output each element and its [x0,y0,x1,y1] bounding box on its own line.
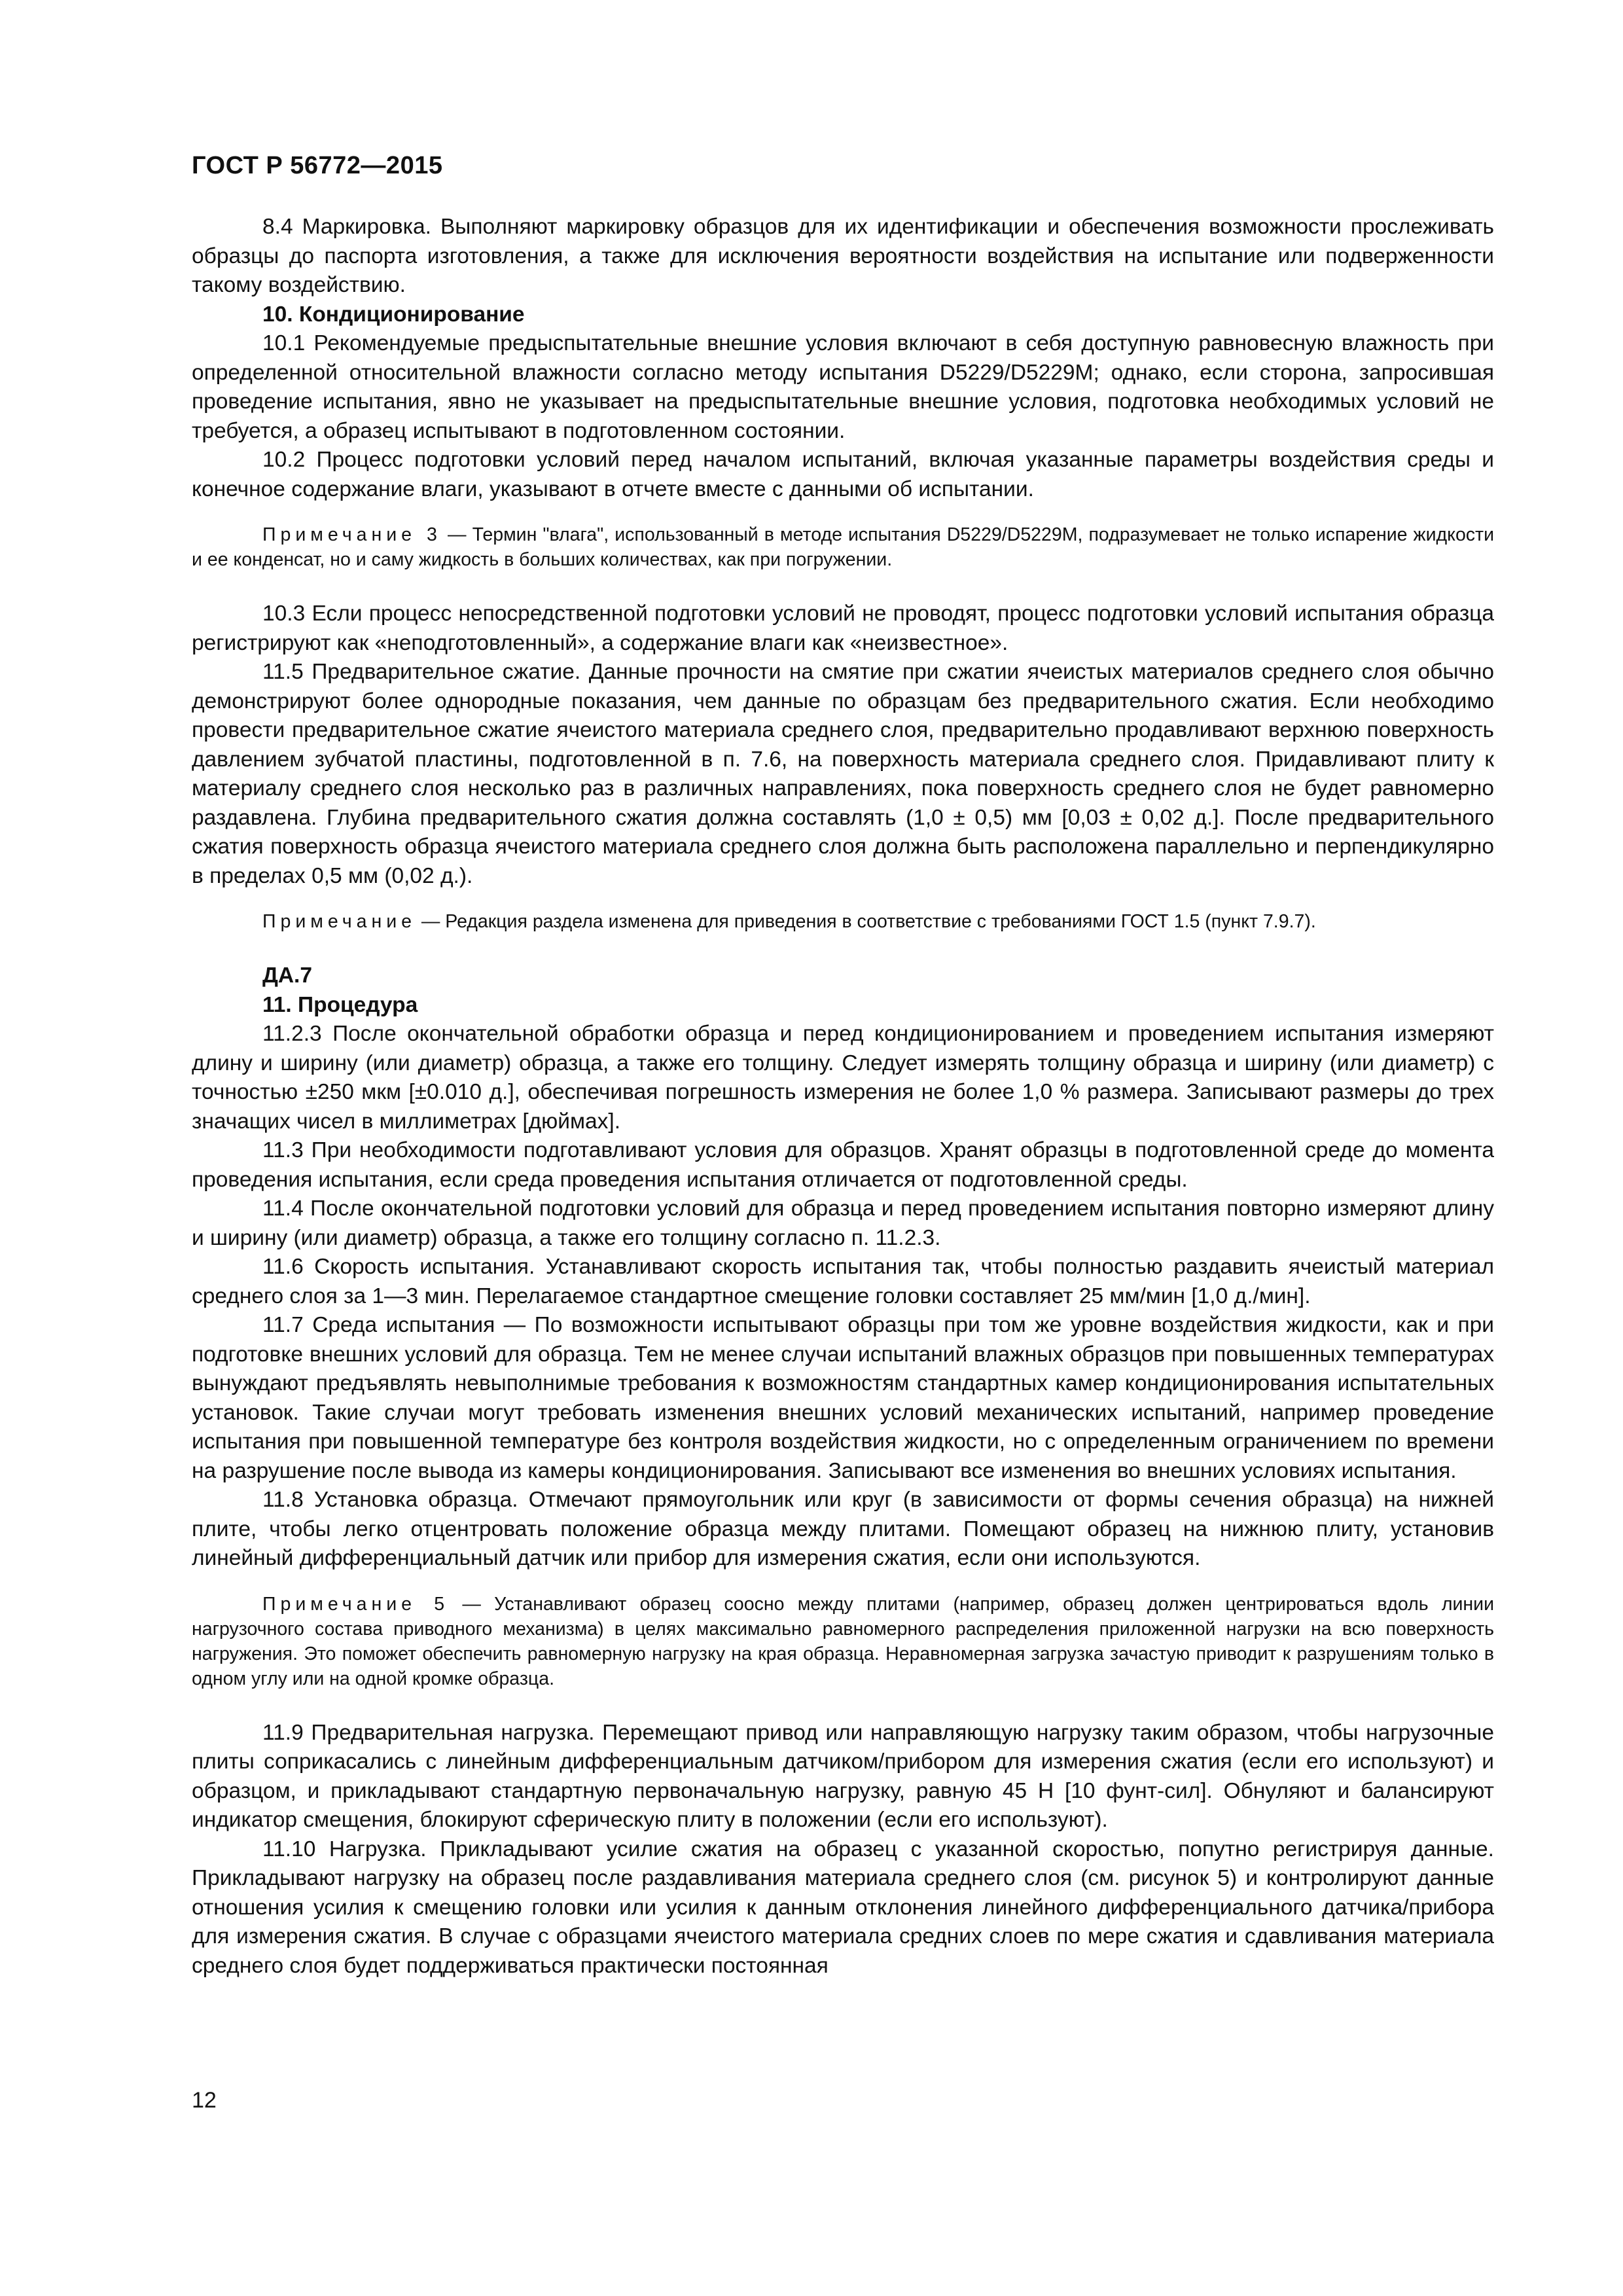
paragraph-10-1: 10.1 Рекомендуемые предыспытательные внешние условия включают в себя доступную равновесную влажность при определенной относительной влажности согласно методу испытания D5229/D5229M; однако, если сторона, запросившая проведение испытания, явно не указывает на предыспытательные внешние условия, подготовка необходимых условий не требуется, а образец испытывают в подготовленном состоянии. [192,331,1494,443]
note-edition [192,909,1494,934]
paragraph-11-4: 11.4 После окончательной подготовки условий для образца и перед проведением испытания повторно измеряют длину и ширину (или диаметр) образца, а также его толщину согласно п. 11.2.3. [192,1196,1494,1250]
page-number: 12 [192,2088,217,2113]
paragraph-11-3: 11.3 При необходимости подготавливают условия для образцов. Хранят образцы в подготовленной среде до момента проведения испытания, если среда проведения испытания отличается от подготовленной среды. [192,1138,1494,1192]
paragraph-11-7: 11.7 Среда испытания — По возможности испытывают образцы при том же уровне воздействия жидкости, как и при подготовке внешних условий для образца. Тем не менее случаи испытаний влажных образцов при повышенных температурах вынуждают предъявлять невыполнимые требования к возможностям стандартных камер кондиционирования испытательных установок. Такие случаи могут требовать изменения внешних условий механических испытаний, например проведение испытания при повышенной температуре без контроля воздействия жидкости, но с определенным ограничением по времени на разрушение после вывода из камеры кондиционирования. Записывают все изменения во внешних условиях испытания. [192,1313,1494,1483]
paragraph-10-2: 10.2 Процесс подготовки условий перед началом испытаний, включая указанные параметры воздействия среды и конечное содержание влаги, указывают в отчете вместе с данными об испытании. [192,448,1494,501]
paragraph-10-3: 10.3 Если процесс непосредственной подготовки условий не проводят, процесс подготовки условий испытания образца регистрируют как «неподготовленный», а содержание влаги как «неизвестное». [192,601,1494,655]
document-body [192,213,1494,1981]
note-label: Примечание 3 [262,524,442,545]
appendix-heading: ДА.7 [262,963,312,988]
note-3 [192,522,1494,572]
paragraph-11-9: 11.9 Предварительная нагрузка. Перемещают привод или направляющую нагрузку таким образом, чтобы нагрузочные плиты соприкасались с линейным дифференциальным датчиком/прибором для измерения сжатия (если его используют) и образцом, и прикладывают стандартную первоначальную нагрузку, равную 45 Н [10 фунт-сил]. Обнуляют и балансируют индикатор смещения, блокируют сферическую плиту в положении (если его используют). [192,1720,1494,1832]
paragraph-11-5: 11.5 Предварительное сжатие. Данные прочности на смятие при сжатии ячеистых материалов среднего слоя обычно демонстрируют более однородные показания, чем данные по образцам без предварительного сжатия. Если необходимо провести предварительное сжатие ячеистого материала среднего слоя, предварительно продавливают верхнюю поверхность давлением зубчатой пластины, подготовленной в п. 7.6, на поверхность материала среднего слоя. Придавливают плиту к материалу среднего слоя несколько раз в различных направлениях, пока поверхность среднего слоя не будет равномерно раздавлена. Глубина предварительного сжатия должна составлять (1,0 ± 0,5) мм [0,03 ± 0,02 д.]. После предварительного сжатия поверхность образца ячеистого материала среднего слоя должна быть расположена параллельно и перпендикулярно в пределах 0,5 мм (0,02 д.). [192,660,1494,888]
paragraph-11-2-3: 11.2.3 После окончательной обработки образца и перед кондиционированием и проведением испытания измеряют длину и ширину (или диаметр) образца, а также его толщину. Следует измерять толщину образца и ширину (или диаметр) с точностью ±250 мкм [±0.010 д.], обеспечивая погрешность измерения не более 1,0 % размера. Записывают размеры до трех значащих чисел в миллиметрах [дюймах]. [192,1022,1494,1134]
note-text: — Устанавливают образец соосно между плитами (например, образец должен центрироваться вдоль линии нагрузочного состава приводного механизма) в целях максимально равномерного распределения приложенной нагрузки на всю поверхность нагружения. Это поможет обеспечить равномерную нагрузку на края образца. Неравномерная загрузка зачастую приводит к разрушениям только в одном углу или на одной кромке образца. [192,1593,1494,1689]
note-text: — Редакция раздела изменена для приведения в соответствие с требованиями ГОСТ 1.5 (пункт 7.9.7). [421,911,1316,932]
note-5 [192,1592,1494,1691]
document-header: ГОСТ Р 56772—2015 [192,152,443,179]
paragraph-11-6: 11.6 Скорость испытания. Устанавливают скорость испытания так, чтобы полностью раздавить ячеистый материал среднего слоя за 1—3 мин. Перелагаемое стандартное смещение головки составляет 25 мм/мин [1,0 д./мин]. [192,1255,1494,1308]
note-label: Примечание 5 [262,1593,450,1615]
note-label: Примечание [262,911,416,932]
note-text: — Термин "влага", использованный в методе испытания D5229/D5229M, подразумевает не только испарение жидкости и ее конденсат, но и саму жидкость в больших количествах, как при погружении. [192,524,1495,570]
paragraph-11-8: 11.8 Установка образца. Отмечают прямоугольник или круг (в зависимости от формы сечения образца) на нижней плите, чтобы легко отцентровать положение образца между плитами. Помещают образец на нижнюю плиту, установив линейный дифференциальный датчик или прибор для измерения сжатия, если они используются. [192,1488,1494,1570]
section-heading-conditioning: 10. Кондиционирование [262,302,525,327]
paragraph-8-4: 8.4 Маркировка. Выполняют маркировку образцов для их идентификации и обеспечения возможности прослеживать образцы до паспорта изготовления, а также для исключения вероятности воздействия на испытание или подверженности такому воздействию. [192,215,1494,297]
section-heading-procedure: 11. Процедура [262,992,418,1017]
paragraph-11-10: 11.10 Нагрузка. Прикладывают усилие сжатия на образец с указанной скоростью, попутно регистрируя данные. Прикладывают нагрузку на образец после раздавливания материала среднего слоя (см. рисунок 5) и контролируют данные отношения усилия к смещению головки или усилия к данным отклонения линейного дифференциального датчика/прибора для измерения сжатия. В случае с образцами ячеистого материала средних слоев по мере сжатия и сдавливания материала среднего слоя будет поддерживаться практически постоянная [192,1837,1494,1978]
